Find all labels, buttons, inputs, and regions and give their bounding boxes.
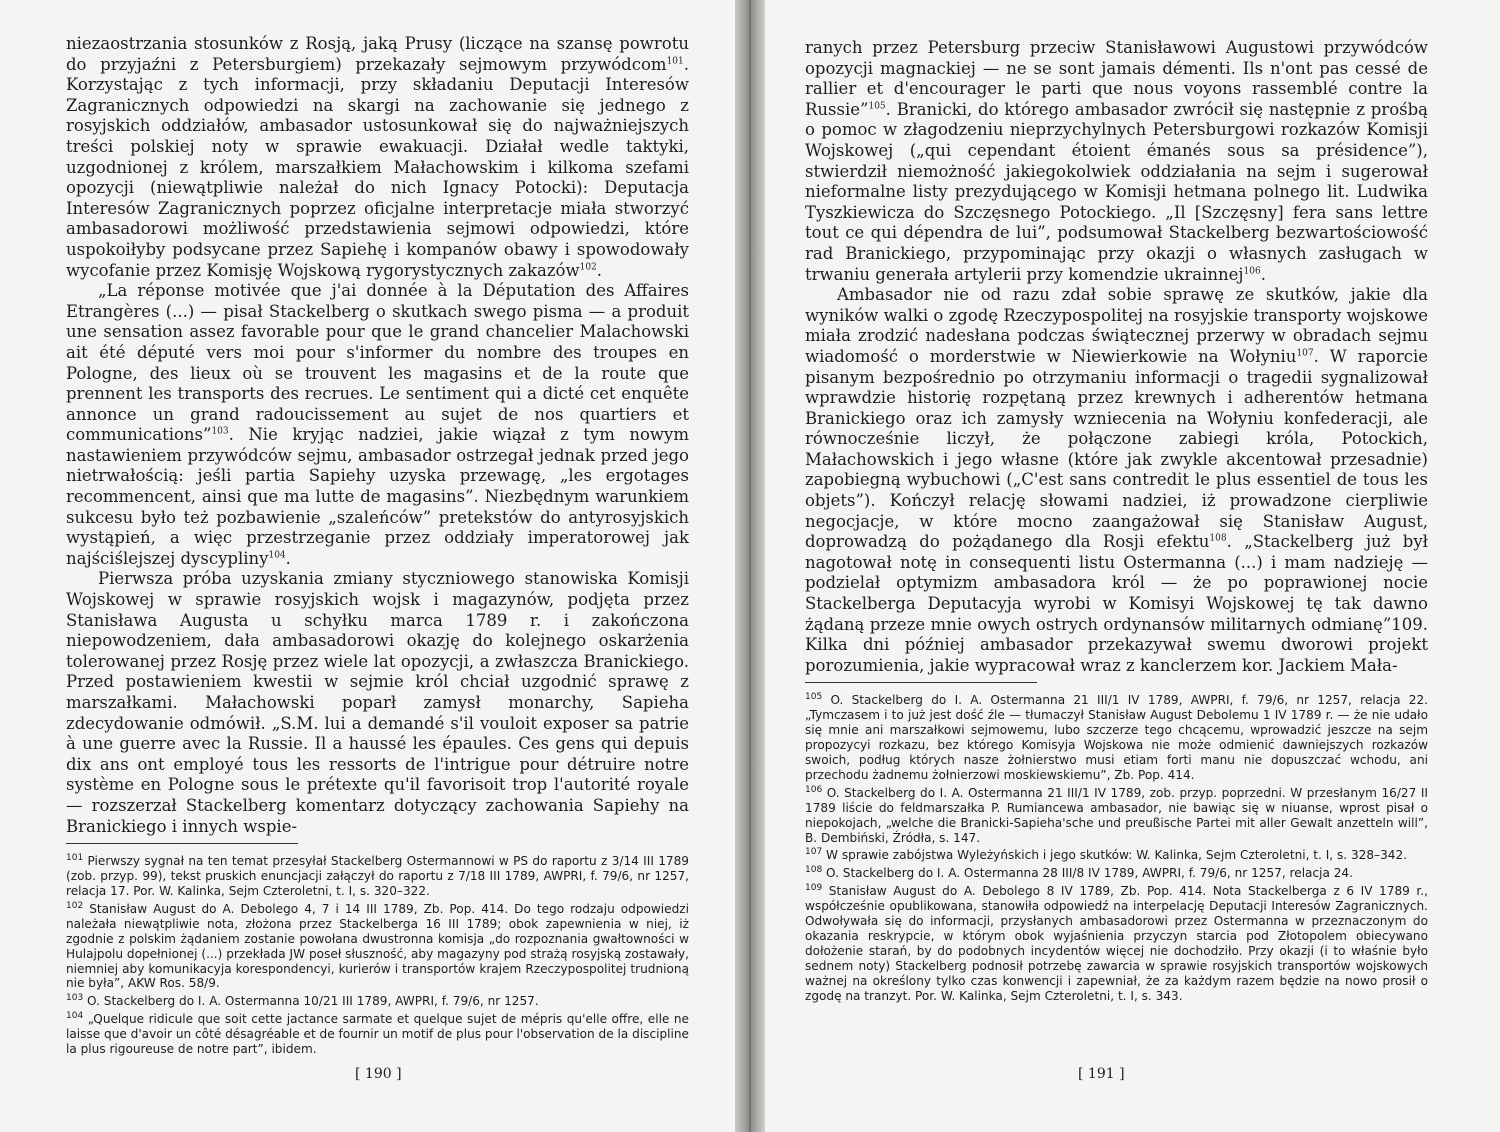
book-gutter xyxy=(735,0,765,1132)
footnote-number: 109 xyxy=(805,883,823,894)
paragraph-text: Ambasador nie od razu zdał sobie sprawę ze skutków, jakie dla wyników walki o zgodę Rzeczypospolitej na rosyjskie transporty wojskowe miała zrodzić nadesłana podczas świątecznej przerwy w obradach sejmu wiadomość o morderstwie w Niewierkowie na Wołyniu xyxy=(805,285,1428,366)
paragraph xyxy=(805,285,1428,676)
footnote-ref: 103 xyxy=(211,426,229,437)
left-body-text xyxy=(66,34,689,837)
paragraph xyxy=(66,281,689,569)
paragraph xyxy=(66,34,689,281)
footnote-number: 107 xyxy=(805,847,823,858)
footnote-divider xyxy=(805,682,1037,683)
footnote xyxy=(805,884,1428,1003)
footnote-text: O. Stackelberg do I. A. Ostermanna 21 III/1 IV 1789, AWPRI, f. 79/6, nr 1257, relacja 22. „Tymczasem i to już jest dość źle — tłumaczył Stanisław August Debolemu 1 IV 1789 r. — że nie udało się mnie ani marszałkowi sejmowemu, lubo szczerze tego chcącemu, wprowadzić jeszcze na sejm propozycyi rozkazu, bez którego Komisyja Wojskowa nie może odmienić dawniejszych rozkazów swoich, podług których nasze żołnierstwo musi etiam forti manu nie dopuszczać wchodu, ani przechodu żadnemu żołnierzowi moskiewskiemu”, Zb. Pop. 414. xyxy=(805,693,1428,782)
page-number: [ 190 ] xyxy=(355,1066,402,1082)
footnote xyxy=(66,1012,689,1057)
footnote xyxy=(805,693,1428,782)
paragraph-text: . Korzystając z tych informacji, przy składaniu Deputacji Interesów Zagranicznych odpowiedzi na skargi na zachowanie się jednego z rosyjskich oddziałów, ambasador ustosunkował się do najważniejszych treści polskiej noty w sprawie ewakuacji. Działał wedle taktyki, uzgodnionej z królem, marszałkiem Małachowskim i kilkoma szefami opozycji (niewątpliwie należał do nich Ignacy Potocki): Deputacja Interesów Zagranicznych poprzez oficjalne interpretacje miała stworzyć ambasadorowi możliwość przedstawienia sejmowi odpowiedzi, które uspokoiłyby podsycane przez Sapiehę i kompanów obawy i spowodowały wycofanie przez Komisję Wojskową rygorystycznych zakazów xyxy=(66,54,689,280)
footnote xyxy=(805,786,1428,846)
paragraph-text: Pierwsza próba uzyskania zmiany styczniowego stanowiska Komisji Wojskowej w sprawie rosyjskich wojsk i magazynów, podjęta przez Stanisława Augusta u schyłku marca 1789 r. i zakończona niepowodzeniem, dała ambasadorowi okazję do kolejnego oskarżenia tolerowanej przez Rosję przez wiele lat opozycji, a zwłaszcza Branickiego. Przed postawieniem kwestii w sejmie król chciał uzgodnić sprawę z marszałkami. Małachowski poparł zamysł monarchy, Sapieha zdecydowanie odmówił. „S.M. lui a demandé s'il vouloit exposer sa patrie à une guerre avec la Russie. Il a haussé les épaules. Ces gens qui depuis dix ans ont employé tous les ressorts de l'intrigue pour détruire notre système en Pologne sous le prétexte qu'il favorisoit trop l'autorité royale — rozszerzał Stackelberg komentarz dotyczący zachowania Sapiehy na Branickiego i innych wspie- xyxy=(66,569,689,836)
paragraph xyxy=(805,38,1428,285)
footnote xyxy=(66,994,689,1009)
footnote-ref: 104 xyxy=(268,550,286,561)
paragraph-text: . Branicki, do którego ambasador zwrócił się następnie z prośbą o pomoc w złagodzeniu nieprzychylnych Petersburgowi rozkazów Komisji Wojskowej („qui cependant étoient émanés sous sa présidence”), stwierdził niemożność jakiegokolwiek oddziałania na sejm i sugerował nieformalne listy prezydującego w Komisji hetmana polnego lit. Ludwika Tyszkiewicza do Szczęsnego Potockiego. „Il [Szczęsny] fera sans lettre tout ce qui dépendra de lui”, podsumował Stackelberg bezwartościowość rad Branickiego, przypominając przy okazji o własnych zasługach w trwaniu generała artylerii przy komendzie ukrainnej xyxy=(805,99,1428,284)
paragraph-text: . xyxy=(596,260,603,280)
footnote-number: 106 xyxy=(805,784,823,795)
footnote-text: „Quelque ridicule que soit cette jactance sarmate et quelque sujet de mépris qu'elle offre, elle ne laisse que d'avoir un côté désagréable et de fournir un motif de plus pour l'observation de la discipline la plus rigoureuse de notre part”, ibidem. xyxy=(66,1012,689,1057)
paragraph-text: . W raporcie pisanym bezpośrednio po otrzymaniu informacji o tragedii sygnalizował wprawdzie historię rozpętaną przez krewnych i adherentów hetmana Branickiego oraz ich zamysły wzniecenia na Wołyniu konfederacji, ale równocześnie liczył, że połączone zabiegi króla, Potockich, Małachowskich i jego własne (które jak zwykle akcentował przesadnie) zapobiegną wybuchowi („C'est sans contredit le plus essentiel de tous les objets”). Kończył relację słowami nadziei, iż prowadzone cierpliwie negocjacje, w które mocno zaangażował się Stanisław August, doprowadzą do pożądanego dla Rosji efektu xyxy=(805,346,1428,552)
footnote-ref: 101 xyxy=(666,56,684,67)
footnote-text: Pierwszy sygnał na ten temat przesyłał Stackelberg Ostermannowi w PS do raportu z 3/14 III 1789 (zob. przyp. 99), tekst pruskich enuncjacji załączył do raportu z 7/18 III 1789, AWPRI, f. 79/6, nr 1257, relacja 17. Por. W. Kalinka, Sejm Czteroletni, t. I, s. 320–322. xyxy=(66,854,689,898)
paragraph-text: . „Stackelberg już był nagotował notę in consequenti listu Ostermanna (...) i mam nadzieję — podzielał optymizm ambasadora król — że po poprawionej nocie Stackelberga Deputacyja wyrobi w Komisyi Wojskowej tę tak dawno żądaną przeze mnie owych ostrych ordynansów militarnych odmianę”109. Kilka dni później ambasador przekazywał swemu dworowi projekt porozumienia, jakie wypracował wraz z kanclerzem kor. Jackiem Mała- xyxy=(805,532,1428,675)
paragraph-text: . xyxy=(1260,264,1266,284)
paragraph-text: ranych przez Petersburg przeciw Stanisławowi Augustowi przywódców opozycji magnackiej — ne se sont jamais démenti. Ils n'ont pas cessé de rallier et d'encourager le parti que nous voyons rassemblé contre la Russie” xyxy=(805,38,1428,119)
page-number: [ 191 ] xyxy=(1078,1066,1125,1082)
footnote-text: Stanisław August do A. Debolego 8 IV 1789, Zb. Pop. 414. Nota Stackelberga z 6 IV 1789 r., współcześnie opublikowana, stanowiła odpowiedź na interpelację Deputacji Interesów Zagranicznych. Odwoływała się do informacji, przysłanych ambasadorowi przez Ostermanna w przeznaczonym do okazania reskrypcie, w którym obok wyjaśnienia przyczyn starcia pod Złotopolem obiecywano dołożenie starań, by do podobnych incydentów więcej nie dochodziło. Przy okazji (i to właśnie było sednem noty) Stackelberg podnosił potrzebę zawarcia w sprawie rosyjskich transportów wojskowych ważnej na określony tylko czas konwencji i zapewniał, że za każdym razem będzie na nowo prosił o zgodę na tranzyt. Por. W. Kalinka, Sejm Czteroletni, t. I, s. 343. xyxy=(805,884,1428,1003)
footnote-text: O. Stackelberg do I. A. Ostermanna 21 III/1 IV 1789, zob. przyp. poprzedni. W przesłanym 16/27 II 1789 liście do feldmarszałka P. Rumiancewa ambasador, nie bawiąc się w niuanse, wprost pisał o niepokojach, „welche die Branicki-Sapieha'sche und preußische Partei mit aller Gewalt anzetteln will”, B. Dembiński, Źródła, s. 147. xyxy=(805,785,1428,845)
footnote-number: 103 xyxy=(66,993,84,1004)
paragraph-text: . xyxy=(285,548,291,568)
footnotes xyxy=(805,693,1428,1003)
footnote-ref: 107 xyxy=(1296,348,1314,359)
footnote-text: O. Stackelberg do I. A. Ostermanna 28 III/8 IV 1789, AWPRI, f. 79/6, nr 1257, relacja 24. xyxy=(826,866,1353,881)
footnote-number: 105 xyxy=(805,692,823,703)
footnote-number: 108 xyxy=(805,865,823,876)
footnote xyxy=(805,866,1428,881)
paragraph-text: niezaostrzania stosunków z Rosją, jaką Prusy (liczące na szansę powrotu do przyjaźni z Petersburgiem) przekazały sejmowym przywódcom xyxy=(66,34,689,74)
footnote xyxy=(805,848,1428,863)
footnote xyxy=(66,854,689,899)
footnote xyxy=(66,902,689,991)
footnote-number: 102 xyxy=(66,900,84,911)
footnote-ref: 108 xyxy=(1209,533,1227,544)
footnote-text: O. Stackelberg do I. A. Ostermanna 10/21 III 1789, AWPRI, f. 79/6, nr 1257. xyxy=(87,994,539,1009)
footnote-number: 101 xyxy=(66,853,84,864)
footnote-ref: 102 xyxy=(579,262,597,273)
right-page xyxy=(765,0,1500,1132)
paragraph xyxy=(66,569,689,837)
footnote-number: 104 xyxy=(66,1011,84,1022)
footnote-ref: 106 xyxy=(1243,266,1261,277)
footnote-text: Stanisław August do A. Debolego 4, 7 i 14 III 1789, Zb. Pop. 414. Do tego rodzaju odpowiedzi należała niewątpliwie nota, złożona przez Stackelberga 16 III 1789; obok zapewnienia w niej, iż zgodnie z polskim żądaniem zostanie powołana dwustronna komisja „do rozpoznania gwałtowności w Hulajpolu dopełnionej (...) przekłada JW poseł słuszność, aby magazyny pod strażą rosyjską zostawały, niemniej aby komunikacyja korespondencyi, kurierów i transportów krajem Rzeczypospolitej trudnioną nie była”, AKW Ros. 58/9. xyxy=(66,901,689,991)
paragraph-text: . Nie kryjąc nadziei, jakie wiązał z tym nowym nastawieniem przywódców sejmu, ambasador ostrzegał jednak przed jego nietrwałością: jeśli partia Sapiehy uzyska przewagę, „les ergotages recommencent, ainsi que ma lutte de magasins”. Niezbędnym warunkiem sukcesu było też pozbawienie „szaleńców” pretekstów do antyrosyjskich wystąpień, a więc przestrzeganie przez oddziały imperatorowej jak najściślejszej dyscypliny xyxy=(66,425,689,568)
paragraph-text: „La réponse motivée que j'ai donnée à la Députation des Affaires Etrangères (...) — pisał Stackelberg o skutkach swego pisma — a produit une sensation assez favorable pour que le grand chancelier Malachowski ait été député vers moi pour s'informer du nombre des troupes en Pologne, des lieux où se trouvent les magasins et de la route que prennent les transports des recrues. Le sentiment qui a dicté cet enquête annonce un grand radoucissement au sujet de nos quartiers et communications” xyxy=(66,281,689,445)
footnote-divider xyxy=(66,843,298,844)
footnotes xyxy=(66,854,689,1057)
left-page xyxy=(0,0,735,1132)
footnote-ref: 105 xyxy=(868,101,886,112)
footnote-text: W sprawie zabójstwa Wyleżyńskich i jego skutków: W. Kalinka, Sejm Czteroletni, t. I, s. 328–342. xyxy=(826,848,1408,863)
right-body-text xyxy=(805,38,1428,676)
